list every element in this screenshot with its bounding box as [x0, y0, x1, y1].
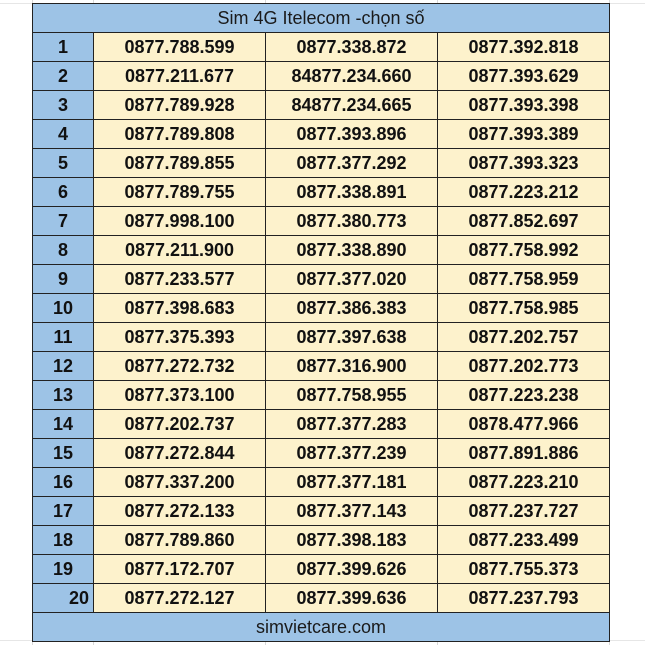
table-row — [33, 526, 610, 555]
sim-number-cell[interactable]: 0877.399.626 — [266, 555, 438, 584]
sim-number-cell[interactable]: 0877.386.383 — [266, 294, 438, 323]
row-index: 13 — [33, 381, 94, 410]
sim-number-cell[interactable]: 0877.172.707 — [94, 555, 266, 584]
sim-number-cell[interactable]: 0877.377.020 — [266, 265, 438, 294]
table-row — [33, 294, 610, 323]
table-row — [33, 178, 610, 207]
table-row — [33, 207, 610, 236]
sim-number-cell[interactable]: 0878.477.966 — [438, 410, 610, 439]
sim-number-cell[interactable]: 0877.316.900 — [266, 352, 438, 381]
sim-number-cell[interactable]: 0877.398.683 — [94, 294, 266, 323]
row-index: 11 — [33, 323, 94, 352]
row-index: 17 — [33, 497, 94, 526]
sim-number-table — [32, 3, 610, 642]
sim-number-cell[interactable]: 0877.272.844 — [94, 439, 266, 468]
table-row — [33, 120, 610, 149]
sim-number-cell[interactable]: 0877.393.629 — [438, 62, 610, 91]
row-index: 1 — [33, 33, 94, 62]
sim-number-cell[interactable]: 0877.755.373 — [438, 555, 610, 584]
sim-number-cell[interactable]: 0877.998.100 — [94, 207, 266, 236]
sim-number-cell[interactable]: 0877.789.860 — [94, 526, 266, 555]
sim-number-cell[interactable]: 0877.233.499 — [438, 526, 610, 555]
sim-table-container — [32, 3, 609, 642]
sim-number-cell[interactable]: 0877.398.183 — [266, 526, 438, 555]
table-row — [33, 555, 610, 584]
sim-number-cell[interactable]: 0877.377.181 — [266, 468, 438, 497]
sim-number-cell[interactable]: 0877.399.636 — [266, 584, 438, 613]
row-index: 15 — [33, 439, 94, 468]
sim-number-cell[interactable]: 84877.234.660 — [266, 62, 438, 91]
table-row — [33, 149, 610, 178]
sim-number-cell[interactable]: 0877.202.737 — [94, 410, 266, 439]
sim-number-cell[interactable]: 0877.377.143 — [266, 497, 438, 526]
table-row — [33, 33, 610, 62]
sim-number-cell[interactable]: 0877.223.210 — [438, 468, 610, 497]
sim-number-cell[interactable]: 0877.338.890 — [266, 236, 438, 265]
sim-number-cell[interactable]: 0877.272.127 — [94, 584, 266, 613]
sim-number-cell[interactable]: 0877.397.638 — [266, 323, 438, 352]
table-row — [33, 497, 610, 526]
table-row — [33, 584, 610, 613]
sim-number-cell[interactable]: 0877.211.900 — [94, 236, 266, 265]
row-index: 4 — [33, 120, 94, 149]
row-index: 7 — [33, 207, 94, 236]
sim-number-cell[interactable]: 0877.272.732 — [94, 352, 266, 381]
table-row — [33, 91, 610, 120]
table-row — [33, 265, 610, 294]
row-index: 5 — [33, 149, 94, 178]
row-index: 12 — [33, 352, 94, 381]
sim-number-cell[interactable]: 0877.789.755 — [94, 178, 266, 207]
sim-number-cell[interactable]: 0877.789.928 — [94, 91, 266, 120]
table-row — [33, 439, 610, 468]
sim-number-cell[interactable]: 84877.234.665 — [266, 91, 438, 120]
sim-number-cell[interactable]: 0877.758.959 — [438, 265, 610, 294]
row-index: 14 — [33, 410, 94, 439]
website-footer[interactable]: simvietcare.com — [33, 613, 610, 642]
sim-number-cell[interactable]: 0877.758.985 — [438, 294, 610, 323]
sim-number-cell[interactable]: 0877.393.896 — [266, 120, 438, 149]
sim-number-cell[interactable]: 0877.375.393 — [94, 323, 266, 352]
table-row — [33, 468, 610, 497]
row-index: 2 — [33, 62, 94, 91]
sim-number-cell[interactable]: 0877.758.955 — [266, 381, 438, 410]
table-row — [33, 62, 610, 91]
sim-number-cell[interactable]: 0877.237.793 — [438, 584, 610, 613]
row-index: 3 — [33, 91, 94, 120]
sim-number-cell[interactable]: 0877.891.886 — [438, 439, 610, 468]
row-index: 9 — [33, 265, 94, 294]
sim-number-cell[interactable]: 0877.852.697 — [438, 207, 610, 236]
row-index: 6 — [33, 178, 94, 207]
sim-number-cell[interactable]: 0877.393.389 — [438, 120, 610, 149]
row-index: 18 — [33, 526, 94, 555]
sim-number-cell[interactable]: 0877.338.872 — [266, 33, 438, 62]
table-row — [33, 352, 610, 381]
sim-number-cell[interactable]: 0877.789.855 — [94, 149, 266, 178]
sim-number-cell[interactable]: 0877.338.891 — [266, 178, 438, 207]
row-index: 20 — [33, 584, 94, 613]
row-index: 19 — [33, 555, 94, 584]
table-title: Sim 4G Itelecom -chọn số — [33, 4, 610, 33]
sim-number-cell[interactable]: 0877.223.212 — [438, 178, 610, 207]
row-index: 16 — [33, 468, 94, 497]
table-row — [33, 381, 610, 410]
footer-row — [33, 613, 610, 642]
sim-number-cell[interactable]: 0877.758.992 — [438, 236, 610, 265]
table-row — [33, 323, 610, 352]
sim-number-cell[interactable]: 0877.789.808 — [94, 120, 266, 149]
sim-number-cell[interactable]: 0877.393.398 — [438, 91, 610, 120]
sim-number-cell[interactable]: 0877.211.677 — [94, 62, 266, 91]
sim-number-cell[interactable]: 0877.377.283 — [266, 410, 438, 439]
sim-number-cell[interactable]: 0877.223.238 — [438, 381, 610, 410]
sim-number-cell[interactable]: 0877.337.200 — [94, 468, 266, 497]
sim-number-cell[interactable]: 0877.788.599 — [94, 33, 266, 62]
sim-number-cell[interactable]: 0877.202.757 — [438, 323, 610, 352]
sim-number-cell[interactable]: 0877.377.292 — [266, 149, 438, 178]
title-row — [33, 4, 610, 33]
sim-number-cell[interactable]: 0877.377.239 — [266, 439, 438, 468]
sim-number-cell[interactable]: 0877.233.577 — [94, 265, 266, 294]
table-row — [33, 236, 610, 265]
row-index: 8 — [33, 236, 94, 265]
table-row — [33, 410, 610, 439]
sim-number-cell[interactable]: 0877.392.818 — [438, 33, 610, 62]
sim-number-cell[interactable]: 0877.393.323 — [438, 149, 610, 178]
sim-number-cell[interactable]: 0877.373.100 — [94, 381, 266, 410]
sim-number-cell[interactable]: 0877.202.773 — [438, 352, 610, 381]
sim-number-cell[interactable]: 0877.237.727 — [438, 497, 610, 526]
row-index: 10 — [33, 294, 94, 323]
sim-number-cell[interactable]: 0877.380.773 — [266, 207, 438, 236]
sim-number-cell[interactable]: 0877.272.133 — [94, 497, 266, 526]
